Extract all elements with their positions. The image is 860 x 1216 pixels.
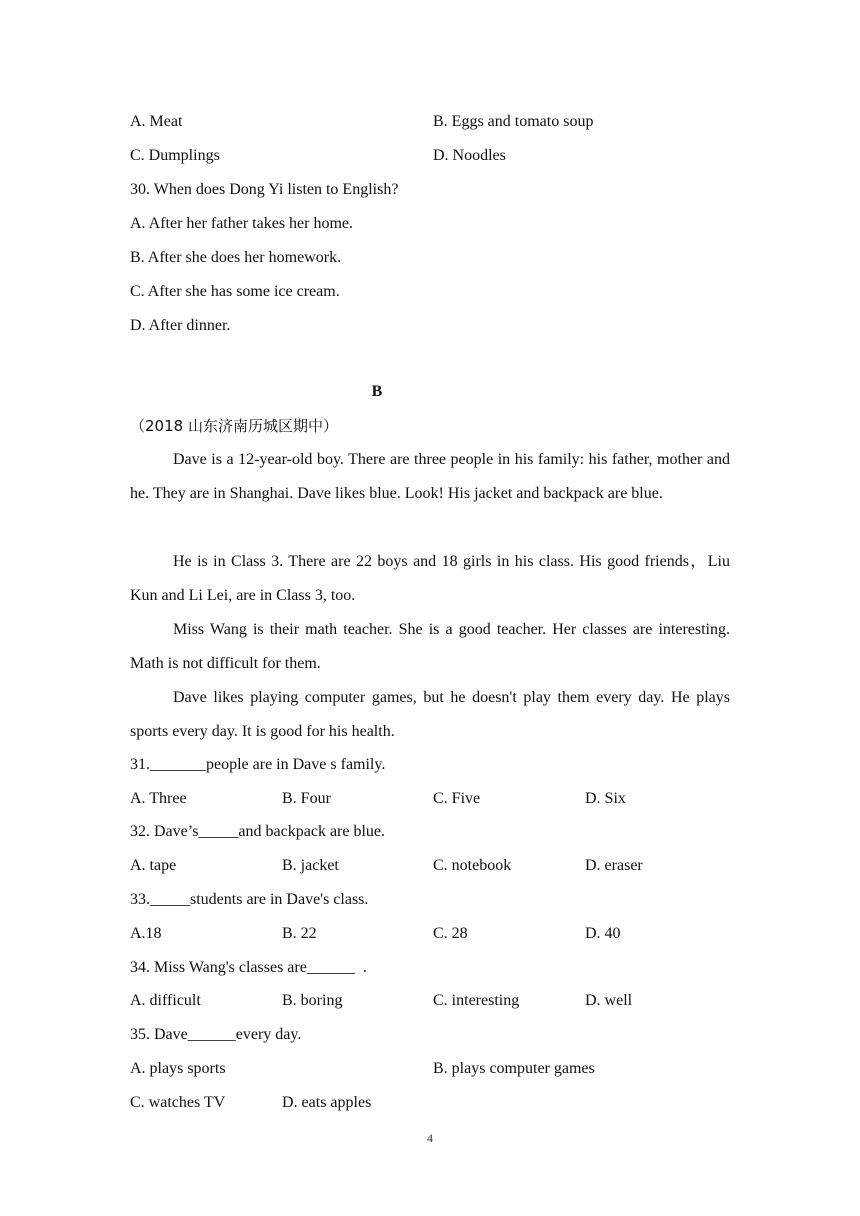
passage-paragraph-4 xyxy=(130,681,730,749)
q34-option-b: B. boring xyxy=(282,992,343,1009)
q32-option-d: D. eraser xyxy=(585,857,643,874)
page-number: 4 xyxy=(427,1131,433,1145)
paragraph-text: Dave likes playing computer games, but he doesn't play them every day. He plays sports every day. It is good for his health. xyxy=(130,689,730,740)
q29-option-c: C. Dumplings xyxy=(130,147,220,164)
q31-option-c: C. Five xyxy=(433,790,481,807)
q32-stem: 32. Dave’s_____and backpack are blue. xyxy=(130,823,386,840)
q29-option-a: A. Meat xyxy=(130,113,183,130)
passage-paragraph-3 xyxy=(130,613,730,681)
passage-paragraph-2 xyxy=(130,545,730,613)
q31-option-b: B. Four xyxy=(282,790,331,807)
paragraph-text: Dave is a 12-year-old boy. There are three people in his family: his father, mother and he. They are in Shanghai. Dave likes blue. Look! His jacket and backpack are blue. xyxy=(130,451,730,502)
q30-option-a: A. After her father takes her home. xyxy=(130,215,354,232)
source-note: （2018 山东济南历城区期中） xyxy=(130,417,338,435)
q33-option-b: B. 22 xyxy=(282,925,317,942)
document-page xyxy=(130,0,730,1216)
q30-option-d: D. After dinner. xyxy=(130,317,231,334)
q34-option-d: D. well xyxy=(585,992,633,1009)
q31-option-a: A. Three xyxy=(130,790,187,807)
section-heading: B xyxy=(371,383,383,400)
passage-paragraph-1 xyxy=(130,443,730,511)
q31-option-d: D. Six xyxy=(585,790,626,807)
q32-option-a: A. tape xyxy=(130,857,177,874)
q29-option-b: B. Eggs and tomato soup xyxy=(433,113,594,130)
q32-option-b: B. jacket xyxy=(282,857,339,874)
q33-option-d: D. 40 xyxy=(585,925,621,942)
q35-option-c: C. watches TV xyxy=(130,1094,226,1111)
paragraph-text: He is in Class 3. There are 22 boys and 18 girls in his class. His good friends，Liu Kun and Li Lei, are in Class 3, too. xyxy=(130,553,731,604)
q34-option-a: A. difficult xyxy=(130,992,201,1009)
q31-stem: 31._______people are in Dave s family. xyxy=(130,756,386,773)
q33-option-c: C. 28 xyxy=(433,925,468,942)
q32-option-c: C. notebook xyxy=(433,857,512,874)
q35-stem: 35. Dave______every day. xyxy=(130,1026,302,1043)
q30-option-b: B. After she does her homework. xyxy=(130,249,342,266)
q30-stem: 30. When does Dong Yi listen to English? xyxy=(130,181,399,198)
q34-stem: 34. Miss Wang's classes are______ . xyxy=(130,959,367,976)
q35-option-a: A. plays sports xyxy=(130,1060,226,1077)
paragraph-text: Miss Wang is their math teacher. She is a good teacher. Her classes are interesting. Math is not difficult for them. xyxy=(130,621,730,672)
q34-option-c: C. interesting xyxy=(433,992,520,1009)
q30-option-c: C. After she has some ice cream. xyxy=(130,283,340,300)
q35-option-d: D. eats apples xyxy=(282,1094,372,1111)
q33-stem: 33._____students are in Dave's class. xyxy=(130,891,369,908)
q33-option-a: A.18 xyxy=(130,925,162,942)
q29-option-d: D. Noodles xyxy=(433,147,506,164)
q35-option-b: B. plays computer games xyxy=(433,1060,595,1077)
